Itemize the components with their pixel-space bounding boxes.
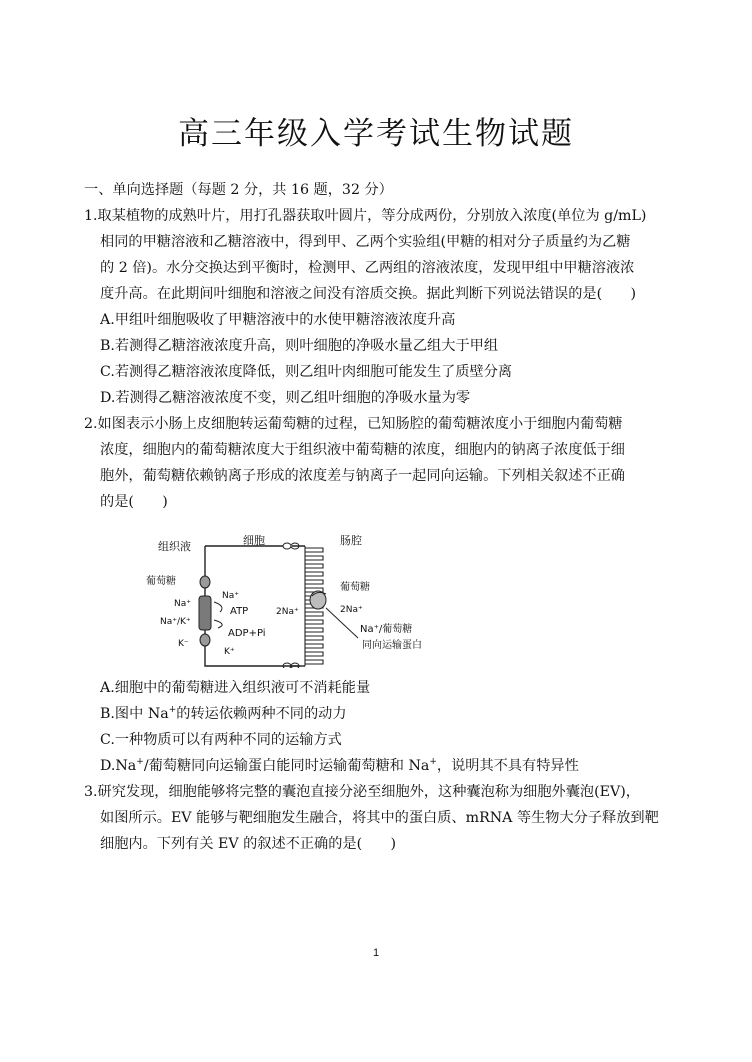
label-atp: ATP (230, 606, 249, 617)
q1-stem-line-4: 度升高。在此期间叶细胞和溶液之间没有溶质交换。据此判断下列说法错误的是( ) (100, 286, 637, 302)
q3-stem-line-2: 如图所示。EV 能够与靶细胞发生融合，将其中的蛋白质、mRNA 等生物大分子释放到靶 (100, 810, 659, 826)
label-glucose-right: 葡萄糖 (340, 582, 370, 593)
q2-option-d (100, 757, 579, 775)
label-cotransporter-1: Na⁺/葡萄糖 (360, 624, 413, 635)
q2-option-b-sup: + (168, 705, 177, 715)
label-adp: ADP+Pi (228, 628, 266, 639)
q2-stem-line-3: 胞外，葡萄糖依赖钠离子形成的浓度差与钠离子一起同向运输。下列相关叙述不正确 (100, 468, 625, 484)
label-lumen: 肠腔 (340, 534, 362, 547)
q2-option-b (100, 705, 347, 723)
label-na-in: Na⁺ (222, 591, 239, 601)
label-k-left: K⁻ (178, 639, 189, 649)
k-channel (200, 634, 210, 646)
q2-option-a: A.细胞中的葡萄糖进入组织液可不消耗能量 (100, 680, 371, 696)
label-k-in: K⁺ (224, 647, 235, 657)
na-k-pump (199, 596, 211, 630)
q1-option-c: C.若测得乙糖溶液浓度降低，则乙组叶肉细胞可能发生了质壁分离 (100, 364, 513, 380)
q1-option-d: D.若测得乙糖溶液浓度不变，则乙组叶细胞的净吸水量为零 (100, 390, 471, 406)
q3-stem-line-1: 3.研究发现，细胞能够将完整的囊泡直接分泌至细胞外，这种囊泡称为细胞外囊泡(EV)， (84, 784, 640, 800)
q1-stem-line-1: 1.取某植物的成熟叶片，用打孔器获取叶圆片，等分成两份，分别放入浓度(单位为 g/mL) (84, 208, 647, 224)
q2-option-b-post: 的转运依赖两种不同的动力 (176, 706, 347, 722)
q1-stem-line-2: 相同的甲糖溶液和乙糖溶液中，得到甲、乙两个实验组(甲糖的相对分子质量约为乙糖 (100, 234, 631, 250)
page-number: 1 (372, 947, 380, 959)
label-tissue-fluid: 组织液 (158, 540, 191, 553)
label-cotransporter-2: 同向运输蛋白 (362, 640, 422, 651)
glucose-carrier (200, 576, 210, 588)
q2-option-d-sup: + (136, 757, 144, 767)
tight-junction-top (283, 543, 291, 549)
exam-title: 高三年级入学考试生物试题 (178, 116, 574, 152)
label-2na-in: 2Na⁺ (276, 607, 299, 617)
q2-stem-line-4: 的是( ) (100, 494, 168, 510)
q2-option-d-post: ，说明其不具有特异性 (436, 758, 579, 774)
section-heading: 一、单向选择题（每题 2 分，共 16 题，32 分） (84, 182, 393, 198)
q3-stem-line-3: 细胞内。下列有关 EV 的叙述不正确的是( ) (100, 836, 397, 852)
q2-stem-line-2: 浓度，细胞内的葡萄糖浓度大于组织液中葡萄糖的浓度，细胞内的钠离子浓度低于细 (100, 442, 625, 458)
q2-option-d-pre: D.Na (100, 758, 137, 774)
q1-stem-line-3: 的 2 倍)。水分交换达到平衡时，检测甲、乙两组的溶液浓度，发现甲组中甲糖溶液浓 (100, 260, 635, 276)
label-na-k: Na⁺/K⁺ (160, 617, 191, 627)
label-2na-out: 2Na⁺ (340, 605, 363, 615)
na-glucose-cotransporter (310, 591, 326, 609)
q2-option-c: C.一种物质可以有两种不同的运输方式 (100, 732, 342, 748)
cell-membrane (205, 546, 305, 666)
q2-option-d-sup2: + (429, 757, 437, 767)
label-glucose-left: 葡萄糖 (146, 576, 176, 587)
glucose-transport-diagram (140, 528, 460, 668)
q2-option-b-pre: B.图中 Na (100, 706, 169, 722)
label-na-left: Na⁺ (174, 599, 191, 609)
q2-stem-line-1: 2.如图表示小肠上皮细胞转运葡萄糖的过程，已知肠腔的葡萄糖浓度小于细胞内葡萄糖 (84, 416, 623, 432)
q1-option-b: B.若测得乙糖溶液浓度升高，则叶细胞的净吸水量乙组大于甲组 (100, 338, 499, 354)
q1-option-a: A.甲组叶细胞吸收了甲糖溶液中的水使甲糖溶液浓度升高 (100, 312, 456, 328)
q2-option-d-mid: /葡萄糖同向运输蛋白能同时运输葡萄糖和 Na (143, 758, 430, 774)
label-cell: 细胞 (243, 534, 265, 547)
